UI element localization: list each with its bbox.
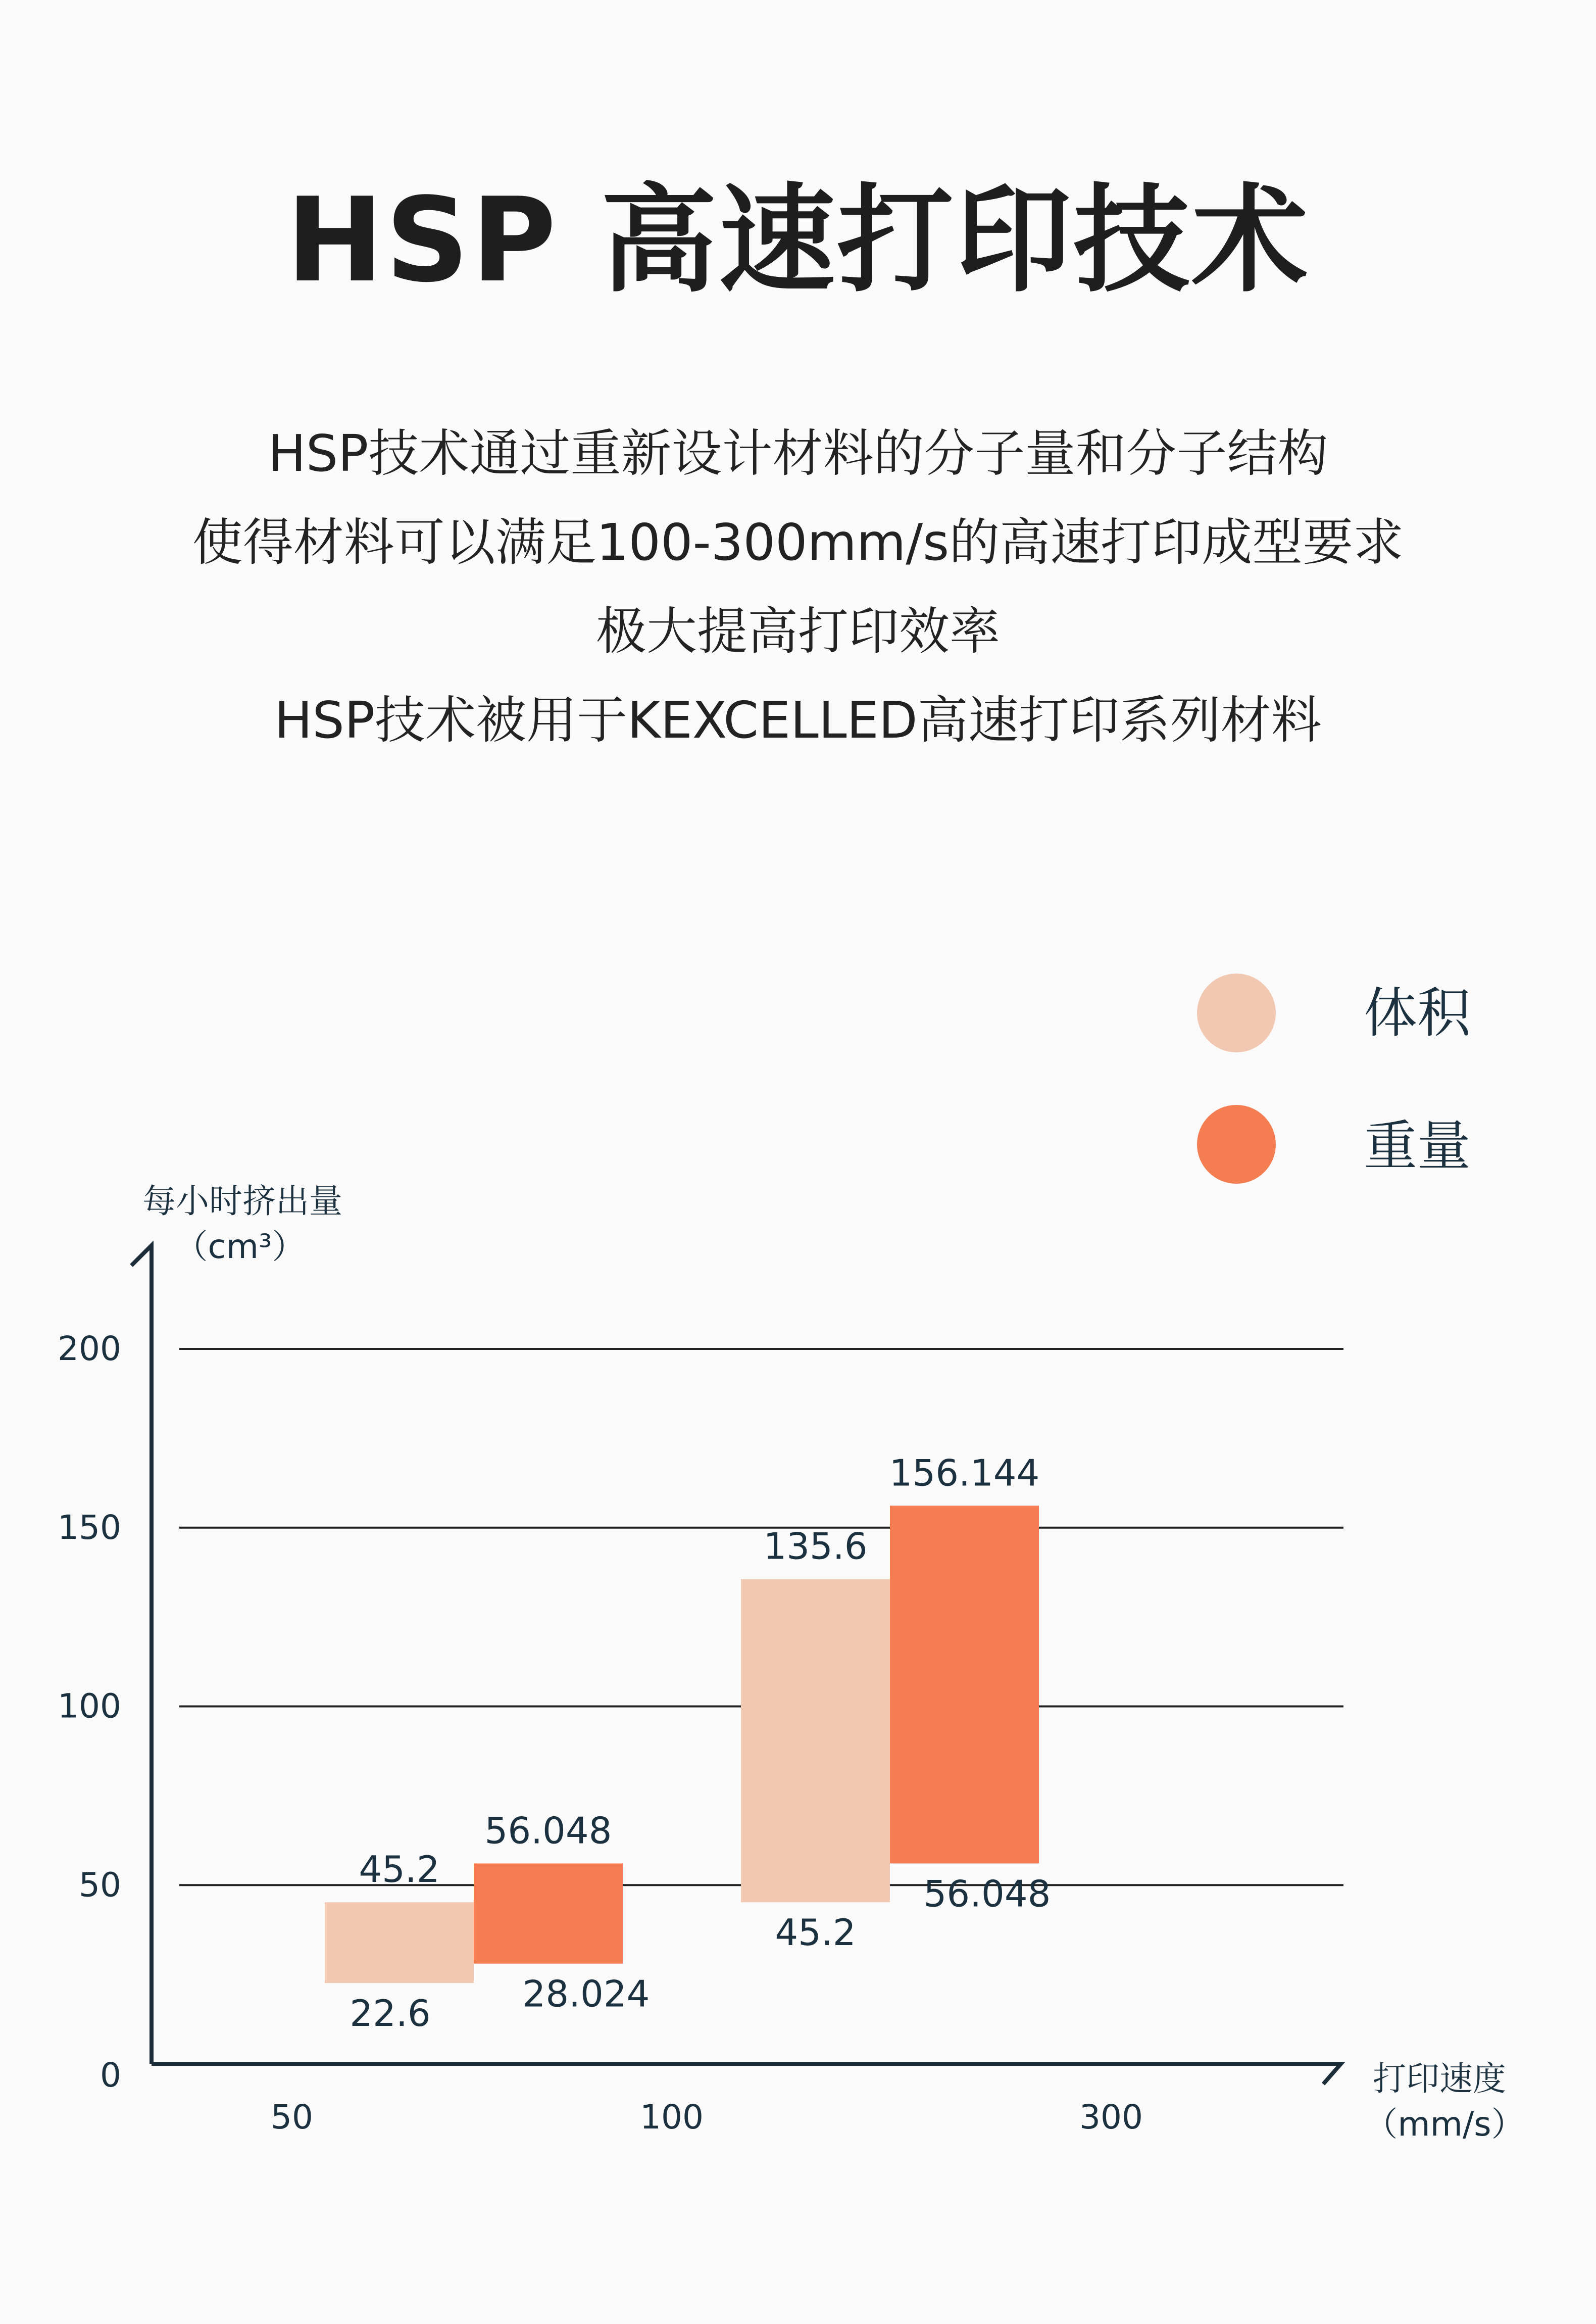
x-tick-label: 100 [640,2098,704,2137]
x-axis-label: 打印速度 [1373,2059,1506,2098]
bar-volume [741,1579,890,1903]
y-axis-arrow [131,1245,152,1266]
description-line: HSP技术通过重新设计材料的分子量和分子结构 [268,424,1328,483]
bar-high-label: 45.2 [359,1848,440,1891]
bar-high-label: 56.048 [484,1809,612,1852]
legend-swatch-weight [1197,1105,1276,1184]
bar-high-label: 135.6 [763,1525,868,1568]
x-tick-labels [271,2098,1143,2137]
y-tick-label: 0 [100,2056,121,2095]
y-tick-label: 100 [58,1686,121,1726]
bar-low-label: 28.024 [522,1972,650,2015]
legend-label-volume: 体积 [1364,982,1471,1044]
description [0,409,1596,765]
bar-weight [474,1863,623,1963]
legend-label-weight: 重量 [1364,1115,1471,1177]
bar-low-label: 22.6 [350,1992,431,2035]
y-axis-unit: （cm³） [174,1227,306,1266]
bar-volume [325,1902,474,1983]
y-tick-label: 150 [58,1508,121,1547]
axes [131,1245,1341,2084]
y-axis-label: 每小时挤出量 [142,1182,342,1221]
legend-swatch-volume [1197,974,1276,1052]
legend [1197,974,1472,1184]
x-tick-label: 50 [271,2098,313,2137]
bar-high-label: 156.144 [889,1451,1040,1494]
x-axis-unit: （mm/s） [1364,2105,1525,2144]
page-title: HSP 高速打印技术 [286,173,1310,308]
bar-weight [890,1506,1039,1863]
y-tick-label: 200 [58,1329,121,1368]
floating-bar-chart [0,909,1596,2223]
bar-low-label: 45.2 [775,1911,856,1954]
x-axis-arrow [1321,2064,1341,2084]
x-tick-label: 300 [1079,2098,1143,2137]
description-line: 使得材料可以满足100-300mm/s的高速打印成型要求 [192,513,1404,572]
y-tick-labels [58,1329,121,2095]
description-line: 极大提高打印效率 [596,602,1000,661]
y-tick-label: 50 [79,1865,121,1905]
bar-low-label: 56.048 [923,1872,1051,1915]
description-line: HSP技术被用于KEXCELLED高速打印系列材料 [274,691,1322,750]
chart-area [0,909,1596,2223]
